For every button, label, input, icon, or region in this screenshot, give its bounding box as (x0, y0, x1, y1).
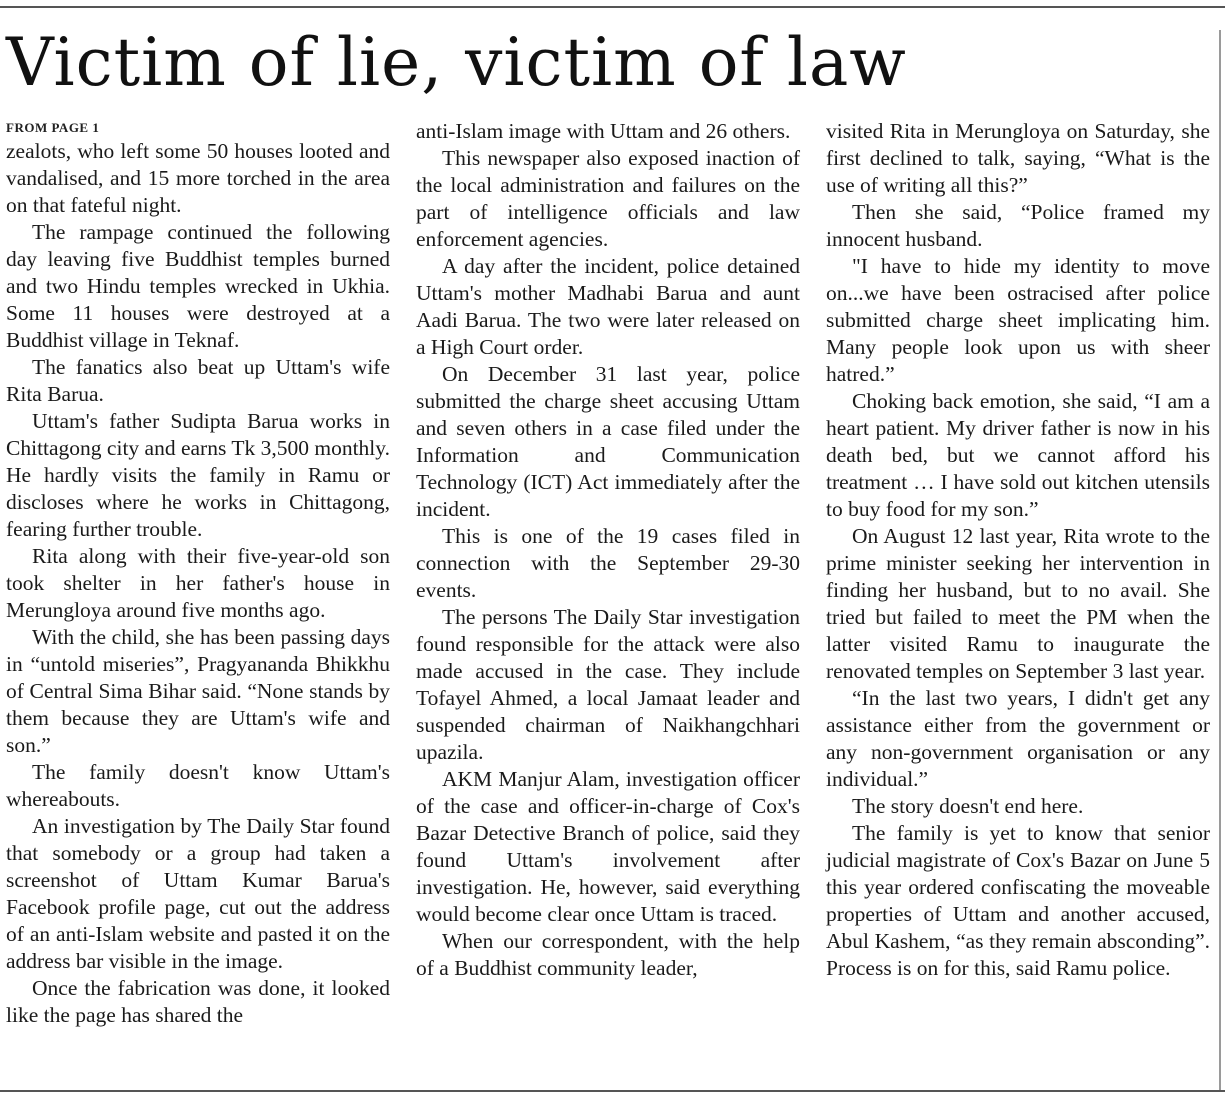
paragraph: "I have to hide my identity to move on...we have been ostracised after police submitted charge sheet implicating him. Many people look upon us with sheer hatred.” (826, 254, 1210, 386)
top-rule (0, 6, 1225, 8)
paragraph: Then she said, “Police framed my innocent husband. (826, 200, 1210, 251)
paragraph: Rita along with their five-year-old son took shelter in her father's house in Merungloya around five months ago. (6, 544, 390, 622)
paragraph: Choking back emotion, she said, “I am a heart patient. My driver father is now in his death bed, but we cannot afford his treatment … I have sold out kitchen utensils to buy food for my son.” (826, 389, 1210, 521)
article-column-1 (6, 118, 390, 1029)
paragraph: On August 12 last year, Rita wrote to the prime minister seeking her intervention in finding her husband, but to no avail. She tried but failed to meet the PM when the latter visited Ramu to inaugurate the renovated temples on September 3 last year. (826, 524, 1210, 683)
paragraph: AKM Manjur Alam, investigation officer of the case and officer-in-charge of Cox's Bazar Detective Branch of police, said they found Uttam's involvement after investigation. He, however, said everything would become clear once Uttam is traced. (416, 767, 800, 926)
paragraph: The family is yet to know that senior judicial magistrate of Cox's Bazar on June 5 this year ordered confiscating the moveable properties of Uttam and another accused, Abul Kashem, “as they remain absconding”. Process is on for this, said Ramu police. (826, 821, 1210, 980)
paragraph: The family doesn't know Uttam's whereabouts. (6, 760, 390, 811)
article-column-3 (826, 118, 1210, 982)
bottom-rule (0, 1090, 1225, 1092)
paragraph: On December 31 last year, police submitted the charge sheet accusing Uttam and seven others in a case filed under the Information and Communication Technology (ICT) Act immediately after the incident. (416, 362, 800, 521)
paragraph: A day after the incident, police detained Uttam's mother Madhabi Barua and aunt Aadi Barua. The two were later released on a High Court order. (416, 254, 800, 359)
paragraph: This newspaper also exposed inaction of the local administration and failures on the part of intelligence officials and law enforcement agencies. (416, 146, 800, 251)
paragraph: visited Rita in Merungloya on Saturday, she first declined to talk, saying, “What is the use of writing all this?” (826, 119, 1210, 197)
paragraph: zealots, who left some 50 houses looted and vandalised, and 15 more torched in the area on that fateful night. (6, 139, 390, 217)
paragraph: The fanatics also beat up Uttam's wife Rita Barua. (6, 355, 390, 406)
paragraph: With the child, she has been passing days in “untold miseries”, Pragyananda Bhikkhu of Central Sima Bihar said. “None stands by them because they are Uttam's wife and son.” (6, 625, 390, 757)
paragraph: This is one of the 19 cases filed in connection with the September 29-30 events. (416, 524, 800, 602)
paragraph: “In the last two years, I didn't get any assistance either from the government or any non-government organisation or any individual.” (826, 686, 1210, 791)
paragraph: Once the fabrication was done, it looked like the page has shared the (6, 976, 390, 1027)
page-edge (1219, 30, 1221, 1090)
paragraph: The rampage continued the following day leaving five Buddhist temples burned and two Hindu temples wrecked in Ukhia. Some 11 houses were destroyed at a Buddhist village in Teknaf. (6, 220, 390, 352)
headline: Victim of lie, victim of law (6, 24, 907, 101)
paragraph: Uttam's father Sudipta Barua works in Chittagong city and earns Tk 3,500 monthly. He hardly visits the family in Ramu or discloses where he works in Chittagong, fearing further trouble. (6, 409, 390, 541)
paragraph: The story doesn't end here. (852, 794, 1084, 818)
jump-label: FROM PAGE 1 (6, 120, 100, 135)
paragraph: An investigation by The Daily Star found that somebody or a group had taken a screenshot of Uttam Kumar Barua's Facebook profile page, cut out the address of an anti-Islam website and pasted it on the address bar visible in the image. (6, 814, 390, 973)
paragraph: The persons The Daily Star investigation found responsible for the attack were also made accused in the case. They include Tofayel Ahmed, a local Jamaat leader and suspended chairman of Naikhangchhari upazila. (416, 605, 800, 764)
article-column-2 (416, 118, 800, 982)
paragraph: anti-Islam image with Uttam and 26 others. (416, 119, 791, 143)
paragraph: When our correspondent, with the help of a Buddhist community leader, (416, 929, 800, 980)
